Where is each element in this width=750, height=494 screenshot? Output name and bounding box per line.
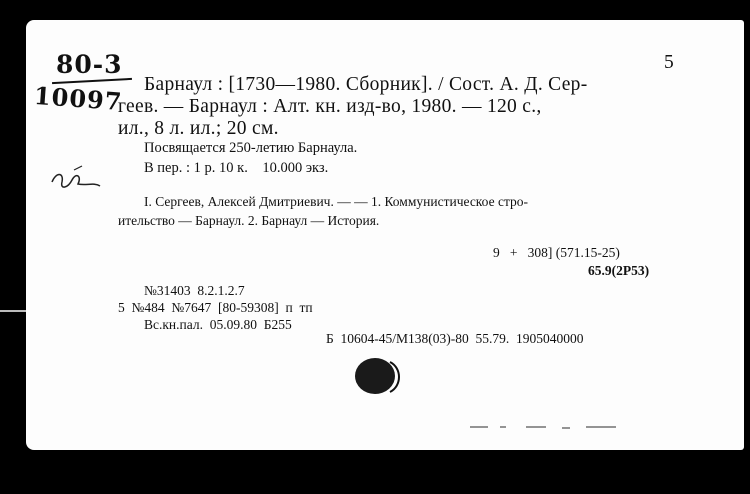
title-line-1: Барнаул : [1730—1980. Сборник]. / Сост. А. Д. Сер- [144, 74, 588, 95]
classification-index: 9 + 308] (571.15-25) [493, 245, 620, 260]
tracing-line-1: I. Сергеев, Алексей Дмитриевич. — — 1. Коммунистическое стро- [144, 194, 529, 209]
reference-line-2: 5 №484 №7647 [80-59308] п тп [118, 300, 313, 315]
reference-line-1: №31403 8.2.1.2.7 [144, 283, 245, 298]
handwritten-scribble [46, 160, 106, 200]
tracing-line-2: ительство — Барнаул. 2. Барнаул — История. [118, 213, 380, 228]
price-and-print-run: В пер. : 1 р. 10 к. 10.000 экз. [144, 160, 329, 176]
bottom-marks [466, 422, 646, 432]
handwritten-code-top: 80-3 [56, 50, 123, 79]
dedication-note: Посвящается 250-летию Барнаула. [144, 140, 358, 156]
reference-line-4: Б 10604-45/М138(03)-80 55.79. 1905040000 [326, 331, 584, 346]
title-line-3: ил., 8 л. ил.; 20 см. [118, 118, 279, 139]
punch-hole-icon [350, 354, 405, 399]
bbk-index: 65.9(2Р53) [588, 263, 650, 278]
card-page-number: 5 [664, 52, 675, 73]
reference-line-3: Вс.кн.пал. 05.09.80 Б255 [144, 317, 292, 332]
catalog-card [26, 20, 744, 450]
title-line-2: геев. — Барнаул : Алт. кн. изд-во, 1980. — 120 с., [118, 96, 542, 117]
handwritten-code-bottom: 10097 [33, 80, 124, 117]
left-edge-mark [0, 310, 28, 312]
